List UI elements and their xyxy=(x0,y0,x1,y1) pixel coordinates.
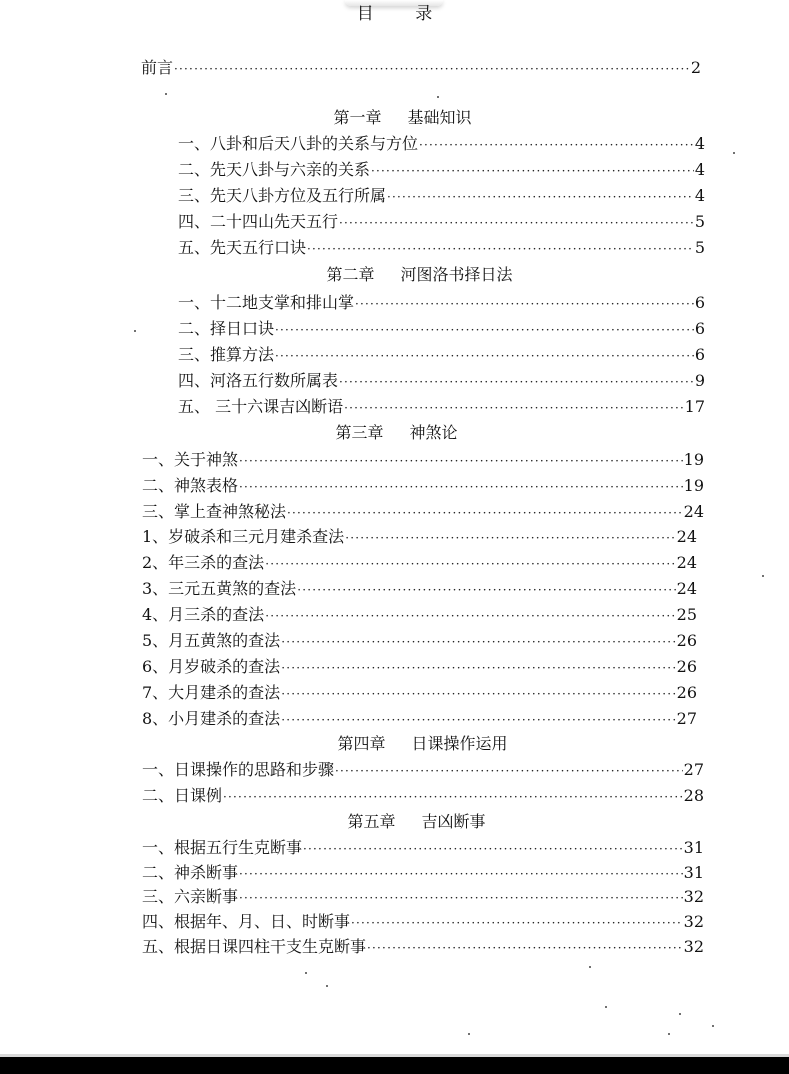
toc-entry-label: 三、推算方法 xyxy=(178,345,275,364)
toc-entry[interactable] xyxy=(142,759,704,781)
toc-entry-label: 8、小月建杀的查法 xyxy=(142,709,281,728)
toc-entry[interactable] xyxy=(142,449,704,471)
toc-entry-page: 31 xyxy=(683,863,704,882)
toc-entry-page: 19 xyxy=(683,450,704,469)
toc-entry-page: 4 xyxy=(694,160,705,179)
chapter-title: 河图洛书择日法 xyxy=(400,265,513,284)
toc-entry-page: 24 xyxy=(676,579,697,598)
toc-entry[interactable] xyxy=(142,656,697,678)
toc-entry-page: 32 xyxy=(683,937,704,956)
scan-speck xyxy=(605,1006,607,1008)
toc-entry-label: 6、月岁破杀的查法 xyxy=(142,657,281,676)
chapter-title: 神煞论 xyxy=(409,423,458,442)
scan-speck xyxy=(468,1033,470,1035)
scan-speck xyxy=(165,93,167,95)
toc-entry-page: 32 xyxy=(683,887,704,906)
leader-dots xyxy=(281,683,675,705)
scan-speck xyxy=(326,985,328,987)
scan-speck xyxy=(679,1013,681,1015)
toc-entry[interactable] xyxy=(142,604,697,626)
scan-speck xyxy=(134,330,136,332)
toc-entry[interactable] xyxy=(142,837,704,859)
toc-entry[interactable] xyxy=(142,936,704,958)
toc-entry[interactable] xyxy=(178,159,705,181)
toc-entry-label: 五、先天五行口诀 xyxy=(178,238,307,257)
leader-dots xyxy=(281,657,675,679)
toc-entry[interactable] xyxy=(142,552,697,574)
chapter-number: 第五章 xyxy=(347,812,396,831)
toc-entry-label: 一、日课操作的思路和步骤 xyxy=(142,760,335,779)
chapter-title: 吉凶断事 xyxy=(421,812,486,831)
toc-entry[interactable] xyxy=(142,578,697,600)
toc-entry[interactable] xyxy=(142,911,704,933)
toc-entry-page: 5 xyxy=(694,212,705,231)
toc-entry[interactable] xyxy=(178,292,705,314)
leader-dots xyxy=(239,476,683,498)
toc-entry[interactable] xyxy=(178,396,705,418)
toc-entry[interactable] xyxy=(178,370,705,392)
toc-entry-label: 二、神杀断事 xyxy=(142,863,239,882)
toc-entry-page: 27 xyxy=(683,760,704,779)
chapter-number: 第一章 xyxy=(333,108,382,127)
toc-entry-page: 6 xyxy=(694,293,705,312)
chapter-number: 第三章 xyxy=(335,423,384,442)
chapter-heading-3 xyxy=(0,422,789,444)
leader-dots xyxy=(265,605,675,627)
leader-dots xyxy=(339,212,694,234)
leader-dots xyxy=(223,786,683,808)
toc-entry-page: 25 xyxy=(676,605,697,624)
toc-entry-label: 二、神煞表格 xyxy=(142,476,239,495)
leader-dots xyxy=(281,631,675,653)
toc-entry-label: 一、根据五行生克断事 xyxy=(142,838,303,857)
toc-entry[interactable] xyxy=(178,237,705,259)
scan-speck xyxy=(712,1025,714,1027)
toc-entry[interactable] xyxy=(142,682,697,704)
leader-dots xyxy=(387,186,694,208)
toc-entry[interactable] xyxy=(178,318,705,340)
leader-dots xyxy=(419,134,694,156)
page-title: 目 录 xyxy=(356,4,451,24)
scan-speck xyxy=(305,972,307,974)
toc-entry[interactable] xyxy=(178,344,705,366)
toc-entry-label: 四、根据年、月、日、时断事 xyxy=(142,912,351,931)
leader-dots xyxy=(307,238,694,260)
leader-dots xyxy=(297,579,675,601)
chapter-heading-4 xyxy=(0,733,789,755)
toc-entry-label: 二、先天八卦与六亲的关系 xyxy=(178,160,371,179)
toc-entry-label: 二、日课例 xyxy=(142,786,223,805)
toc-entry-preface[interactable] xyxy=(141,57,701,79)
scan-speck xyxy=(589,966,591,968)
leader-dots xyxy=(355,293,694,315)
toc-entry-page: 26 xyxy=(676,657,697,676)
viewer-bottom-bar xyxy=(0,1057,789,1074)
toc-entry[interactable] xyxy=(142,862,704,884)
leader-dots xyxy=(344,397,684,419)
toc-entry[interactable] xyxy=(142,475,704,497)
toc-entry-page: 4 xyxy=(694,186,705,205)
leader-dots xyxy=(275,319,694,341)
toc-entry-label: 一、关于神煞 xyxy=(142,450,239,469)
toc-entry[interactable] xyxy=(142,708,697,730)
chapter-number: 第四章 xyxy=(337,734,386,753)
toc-entry-page: 19 xyxy=(683,476,704,495)
toc-entry-label: 1、岁破杀和三元月建杀查法 xyxy=(142,527,345,546)
leader-dots xyxy=(287,502,683,524)
chapter-number: 第二章 xyxy=(326,265,375,284)
toc-entry-page: 24 xyxy=(683,502,704,521)
scan-speck xyxy=(762,575,764,577)
chapter-title: 基础知识 xyxy=(407,108,472,127)
toc-entry-label: 一、十二地支掌和排山掌 xyxy=(178,293,355,312)
toc-entry-page: 28 xyxy=(683,786,704,805)
toc-entry-page: 6 xyxy=(694,319,705,338)
leader-dots xyxy=(345,527,675,549)
scan-speck xyxy=(437,96,439,98)
toc-entry-page: 4 xyxy=(694,134,705,153)
leader-dots xyxy=(303,838,683,860)
toc-entry-page: 26 xyxy=(676,683,697,702)
toc-entry[interactable] xyxy=(142,886,704,908)
leader-dots xyxy=(367,937,683,959)
toc-entry-label: 7、大月建杀的查法 xyxy=(142,683,281,702)
toc-entry-page: 5 xyxy=(694,238,705,257)
toc-entry[interactable] xyxy=(142,501,704,523)
toc-entry-label: 五、 三十六课吉凶断语 xyxy=(178,397,344,416)
chapter-heading-1 xyxy=(0,107,789,129)
toc-entry-page: 9 xyxy=(694,371,705,390)
toc-entry-label: 四、二十四山先天五行 xyxy=(178,212,339,231)
toc-entry-page: 2 xyxy=(690,58,701,77)
chapter-heading-2 xyxy=(0,264,789,286)
toc-entry-label: 四、河洛五行数所属表 xyxy=(178,371,339,390)
leader-dots xyxy=(335,760,683,782)
leader-dots xyxy=(339,371,694,393)
toc-entry-page: 26 xyxy=(676,631,697,650)
toc-entry[interactable] xyxy=(142,785,704,807)
toc-entry[interactable] xyxy=(142,526,697,548)
leader-dots xyxy=(265,553,675,575)
toc-entry-label: 2、年三杀的查法 xyxy=(142,553,265,572)
leader-dots xyxy=(275,345,694,367)
toc-entry-label: 5、月五黄煞的查法 xyxy=(142,631,281,650)
toc-entry-label: 一、八卦和后天八卦的关系与方位 xyxy=(178,134,419,153)
leader-dots xyxy=(239,450,683,472)
toc-entry-page: 24 xyxy=(676,553,697,572)
toc-entry-label: 三、掌上查神煞秘法 xyxy=(142,502,287,521)
toc-entry[interactable] xyxy=(178,211,705,233)
leader-dots xyxy=(174,58,690,80)
toc-entry-page: 6 xyxy=(694,345,705,364)
toc-entry-page: 17 xyxy=(684,397,705,416)
toc-entry-label: 前言 xyxy=(141,58,174,77)
toc-entry-page: 31 xyxy=(683,838,704,857)
toc-entry-page: 24 xyxy=(676,527,697,546)
leader-dots xyxy=(239,863,683,885)
toc-entry-label: 三、六亲断事 xyxy=(142,887,239,906)
toc-entry-label: 二、择日口诀 xyxy=(178,319,275,338)
toc-entry-page: 32 xyxy=(683,912,704,931)
toc-entry-label: 五、根据日课四柱干支生克断事 xyxy=(142,937,367,956)
toc-entry-label: 3、三元五黄煞的查法 xyxy=(142,579,297,598)
leader-dots xyxy=(351,912,683,934)
toc-entry[interactable] xyxy=(178,133,705,155)
toc-entry[interactable] xyxy=(178,185,705,207)
scan-speck xyxy=(733,152,735,154)
scan-speck xyxy=(668,1033,670,1035)
leader-dots xyxy=(371,160,694,182)
toc-entry-label: 三、先天八卦方位及五行所属 xyxy=(178,186,387,205)
toc-entry[interactable] xyxy=(142,630,697,652)
leader-dots xyxy=(239,887,683,909)
toc-entry-page: 27 xyxy=(676,709,697,728)
chapter-heading-5 xyxy=(0,811,789,833)
leader-dots xyxy=(281,709,675,731)
chapter-title: 日课操作运用 xyxy=(411,734,508,753)
toc-entry-label: 4、月三杀的查法 xyxy=(142,605,265,624)
